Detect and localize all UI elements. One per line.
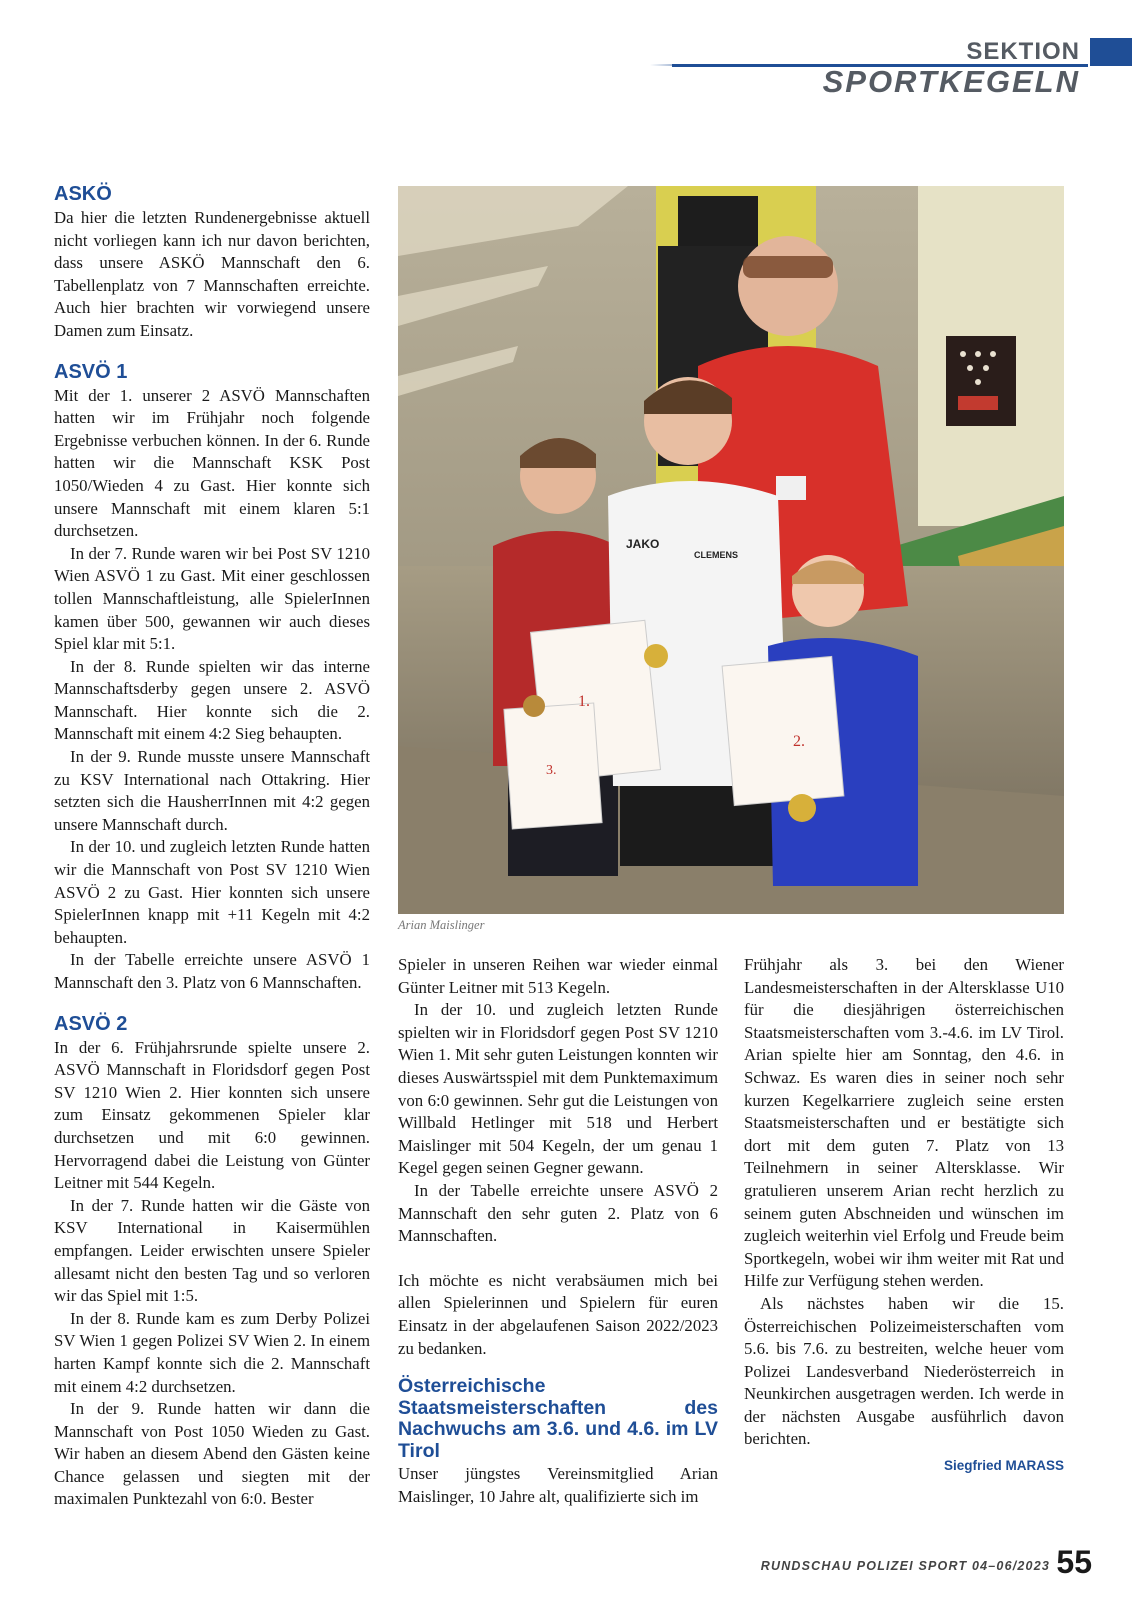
paragraph: In der 6. Frühjahrsrunde spielte unsere 2. ASVÖ Mannschaft in Floridsdorf gegen Post SV 1210 Wien 2. Hier konnten sich unsere zum Einsatz gekommenen Spieler klar durchsetzen und mit 6:0 gewinnen. Hervorragend dabei die Leistung von Günter Leitner mit 544 Kegeln. — [54, 1037, 370, 1193]
paragraph-asko: Da hier die letzten Rundenergebnisse aktuell nicht vorliegen kann ich nur davon berichten, dass unsere ASKÖ Mannschaft den 6. Tabellenplatz von 7 Mannschaften erreichte. Auch hier brachten wir vorwiegend unsere Damen zum Einsatz. — [54, 208, 370, 340]
paragraph: Frühjahr als 3. bei den Wiener Landesmeisterschaften in der Altersklasse U10 für die diesjährigen österreichischen Staatsmeisterschaften vom 3.-4.6. im LV Tirol. Arian spielte hier am Sonntag, den 4.6. in Schwaz. Es waren dies in seiner noch sehr kurzen Kegelkarriere zugleich seine ersten Staatsmeisterschaften und er bestätigte sich dort mit dem guten 7. Platz von 13 Teilnehmern in seiner Altersklasse. Wir gratulieren unserem Arian recht herzlich zu seinem guten Abschneiden und wünschen im zugleich weiterhin viel Erfolg und Freude beim Sportkegeln, wobei wir ihm weiter mit Rat und Hilfe zur Verfügung stehen werden. — [744, 955, 1064, 1291]
paragraph: In der 9. Runde musste unsere Mannschaft zu KSV International nach Ottakring. Hier setzten sich die HausherrInnen mit 4:2 gegen unsere Mannschaft durch. — [54, 747, 370, 834]
heading-asvo-1: ASVÖ 1 — [54, 360, 128, 383]
paragraph: Spieler in unseren Reihen war wieder einmal Günter Leitner mit 513 Kegeln. — [398, 955, 718, 997]
photo-illustration — [398, 186, 1064, 914]
photo-caption: Arian Maislinger — [398, 918, 485, 932]
heading-asko: ASKÖ — [54, 183, 112, 205]
medal-second: 2. — [793, 733, 805, 750]
paragraph: In der 8. Runde spielten wir das interne Mannschaftsderby gegen unsere 2. ASVÖ Mannschaft. Hier konnte sich die 2. Mannschaft mit einem 4:2 Sieg behaupten. — [54, 656, 370, 744]
paragraph: In der 7. Runde waren wir bei Post SV 1210 Wien ASVÖ 1 zu Gast. Mit einer geschlossen tollen Mannschaftleistung, alle SpielerInnen kamen über 500, gewannen wir auch dieses Spiel klar mit 5:1. — [54, 543, 370, 654]
paragraph: In der 7. Runde hatten wir die Gäste von KSV International in Kaisermühlen empfangen. Leider erwischten unsere Spieler allesamt nicht den besten Tag und so verloren wir das Spiel mit 1:5. — [54, 1195, 370, 1306]
paragraph: Unser jüngstes Vereinsmitglied Arian Maislinger, 10 Jahre alt, qualifizierte sich im — [398, 1464, 718, 1507]
heading-asvo-2: ASVÖ 2 — [54, 1012, 128, 1035]
paragraph: Mit der 1. unserer 2 ASVÖ Mannschaften hatten wir im Frühjahr noch folgende Ergebnisse verbuchen können. In der 6. Runde hatten wir die Mannschaft KSK Post 1050/Wieden 4 zu Gast. Hier konnte sich unsere Mannschaft mit einem klaren 5:1 durchsetzen. — [54, 385, 370, 541]
article-column-1 — [54, 182, 370, 1511]
magazine-footer: RUNDSCHAU POLIZEI SPORT 04–06/2023 — [760, 1559, 1050, 1573]
article-column-2 — [398, 954, 718, 1509]
heading-staatsmeisterschaften: Österreichische Staatsmeisterschaften des Nachwuchs am 3.6. und 4.6. im LV Tirol — [398, 1375, 718, 1462]
paragraph: In der 10. und zugleich letzten Runde hatten wir die Mannschaft von Post SV 1210 Wien ASVÖ 2 zu Gast. Hier konnten sich unsere SpielerInnen knapp mit +11 Kegeln mit 4:2 behaupten. — [54, 837, 370, 947]
team-photo — [398, 186, 1064, 914]
paragraph-thanks: Ich möchte es nicht verabsäumen mich bei allen Spielerinnen und Spielern für euren Einsatz in der abgelaufenen Saison 2022/2023 zu bedanken. — [398, 1270, 718, 1358]
paragraph: In der 10. und zugleich letzten Runde spielten wir in Floridsdorf gegen Post SV 1210 Wien 1. Mit sehr guten Leistungen konnten wir dieses Auswärtsspiel mit dem Punktemaximum von 6:0 gewinnen. Sehr gut die Leistungen von Willbald Hetlinger mit 518 und Herbert Maislinger mit 504 Kegeln, der um genau 1 Kegel gegen seinen Gegner gewann. — [398, 1000, 718, 1178]
paragraph: Als nächstes haben wir die 15. Österreichischen Polizeimeisterschaften vom 5.6. bis 7.6. zu bestreiten, welche heuer vom Polizei Landesverband Niederösterreich in Neunkirchen ausgetragen werden. Ich werde in der nächsten Ausgabe ausführlich davon berichten. — [744, 1293, 1064, 1449]
section-title: SPORTKEGELN — [822, 64, 1080, 99]
medal-third: 3. — [546, 763, 557, 778]
section-label: SEKTION — [966, 38, 1080, 65]
paragraph: In der 8. Runde kam es zum Derby Polizei SV Wien 1 gegen Polizei SV Wien 2. In einem harten Kampf konnte sich die 2. Mannschaft mit einem 4:2 durchsetzen. — [54, 1308, 370, 1396]
paragraph: In der 9. Runde hatten wir dann die Mannschaft von Post 1050 Wieden zu Gast. Wir haben an diesem Abend den Gästen keine Chance gelassen und siegten mit der maximalen Punktezahl von 6:0. Bester — [54, 1399, 370, 1509]
shirt-text-jako: JAKO — [626, 537, 660, 551]
author-signature: Siegfried MARASS — [943, 1458, 1064, 1474]
article-column-3 — [744, 954, 1064, 1478]
paragraph: In der Tabelle erreichte unsere ASVÖ 1 Mannschaft den 3. Platz von 6 Mannschaften. — [54, 950, 370, 992]
header-accent-block — [1090, 38, 1132, 66]
medal-first: 1. — [578, 693, 590, 710]
shirt-text-clemens: CLEMENS — [694, 550, 739, 560]
paragraph: In der Tabelle erreichte unsere ASVÖ 2 Mannschaft den sehr guten 2. Platz von 6 Mannschaften. — [398, 1180, 718, 1246]
page-number: 55 — [1056, 1544, 1092, 1580]
